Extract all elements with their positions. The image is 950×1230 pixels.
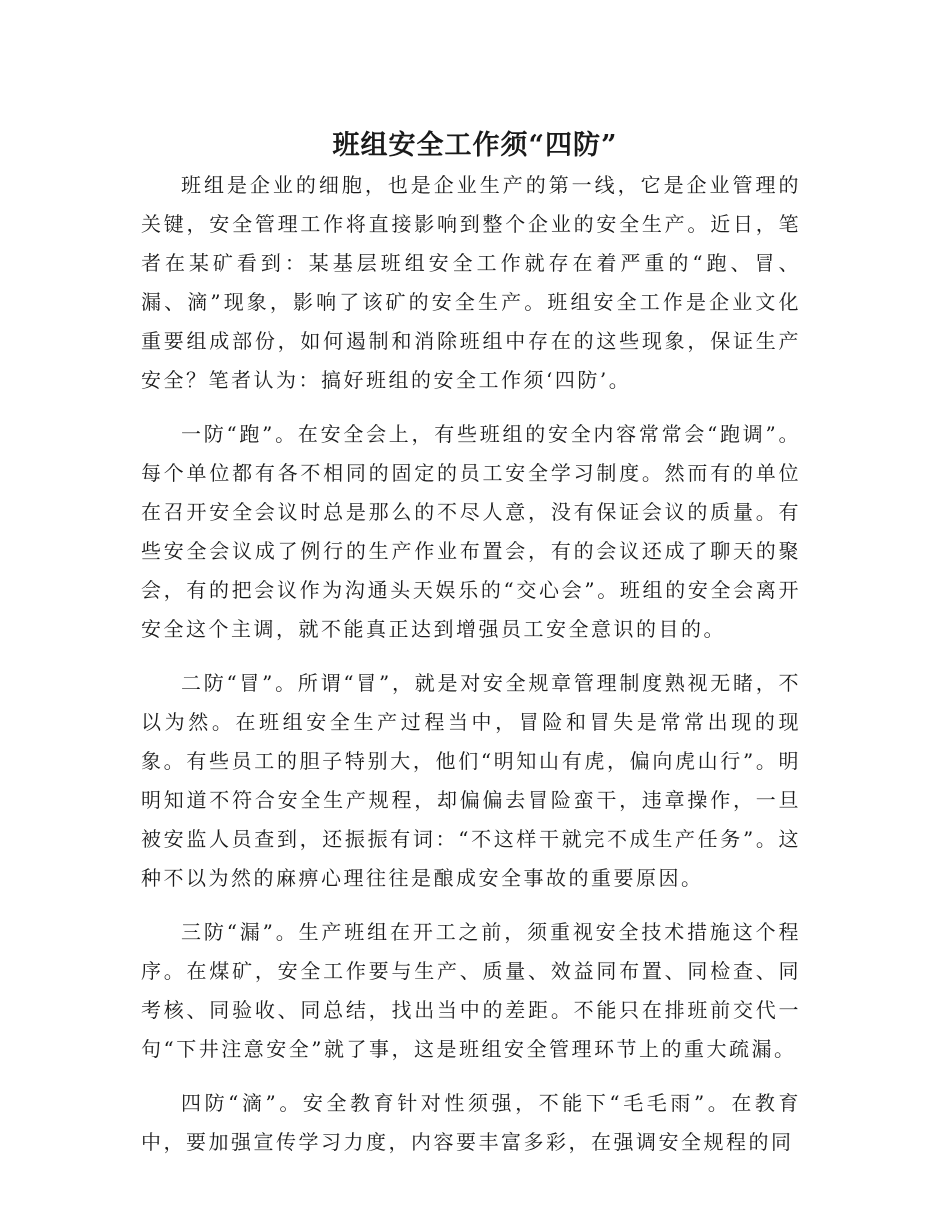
paragraph-prevent-di: 四防“滴”。安全教育针对性须强，不能下“毛毛雨”。在教育中，要加强宣传学习力度，内容要丰富多彩，在强调安全规程的同 bbox=[141, 1091, 801, 1154]
document-body bbox=[141, 166, 801, 1177]
paragraph-intro: 班组是企业的细胞，也是企业生产的第一线，它是企业管理的关键，安全管理工作将直接影响到整个企业的安全生产。近日，笔者在某矿看到：某基层班组安全工作就存在着严重的“跑、冒、漏、滴”现象，影响了该矿的安全生产。班组安全工作是企业文化重要组成部份，如何遏制和消除班组中存在的这些现象，保证生产安全？笔者认为：搞好班组的安全工作须‘四防’。 bbox=[141, 173, 801, 392]
paragraph-prevent-lou: 三防“漏”。生产班组在开工之前，须重视安全技术措施这个程序。在煤矿，安全工作要与生产、质量、效益同布置、同检查、同考核、同验收、同总结，找出当中的差距。不能只在排班前交代一句“下井注意安全”就了事，这是班组安全管理环节上的重大疏漏。 bbox=[141, 920, 801, 1061]
paragraph-prevent-pao: 一防“跑”。在安全会上，有些班组的安全内容常常会“跑调”。每个单位都有各不相同的固定的员工安全学习制度。然而有的单位在召开安全会议时总是那么的不尽人意，没有保证会议的质量。有些安全会议成了例行的生产作业布置会，有的会议还成了聊天的聚会，有的把会议作为沟通头天娱乐的“交心会”。班组的安全会离开安全这个主调，就不能真正达到增强员工安全意识的目的。 bbox=[141, 422, 801, 641]
document-title: 班组安全工作须“四防” bbox=[332, 130, 618, 162]
paragraph-prevent-mao: 二防“冒”。所谓“冒”，就是对安全规章管理制度熟视无睹，不以为然。在班组安全生产过程当中，冒险和冒失是常常出现的现象。有些员工的胆子特别大，他们“明知山有虎，偏向虎山行”。明明知道不符合安全生产规程，却偏偏去冒险蛮干，违章操作，一旦被安监人员查到，还振振有词：“不这样干就完不成生产任务”。这种不以为然的麻痹心理往往是酿成安全事故的重要原因。 bbox=[141, 671, 801, 890]
